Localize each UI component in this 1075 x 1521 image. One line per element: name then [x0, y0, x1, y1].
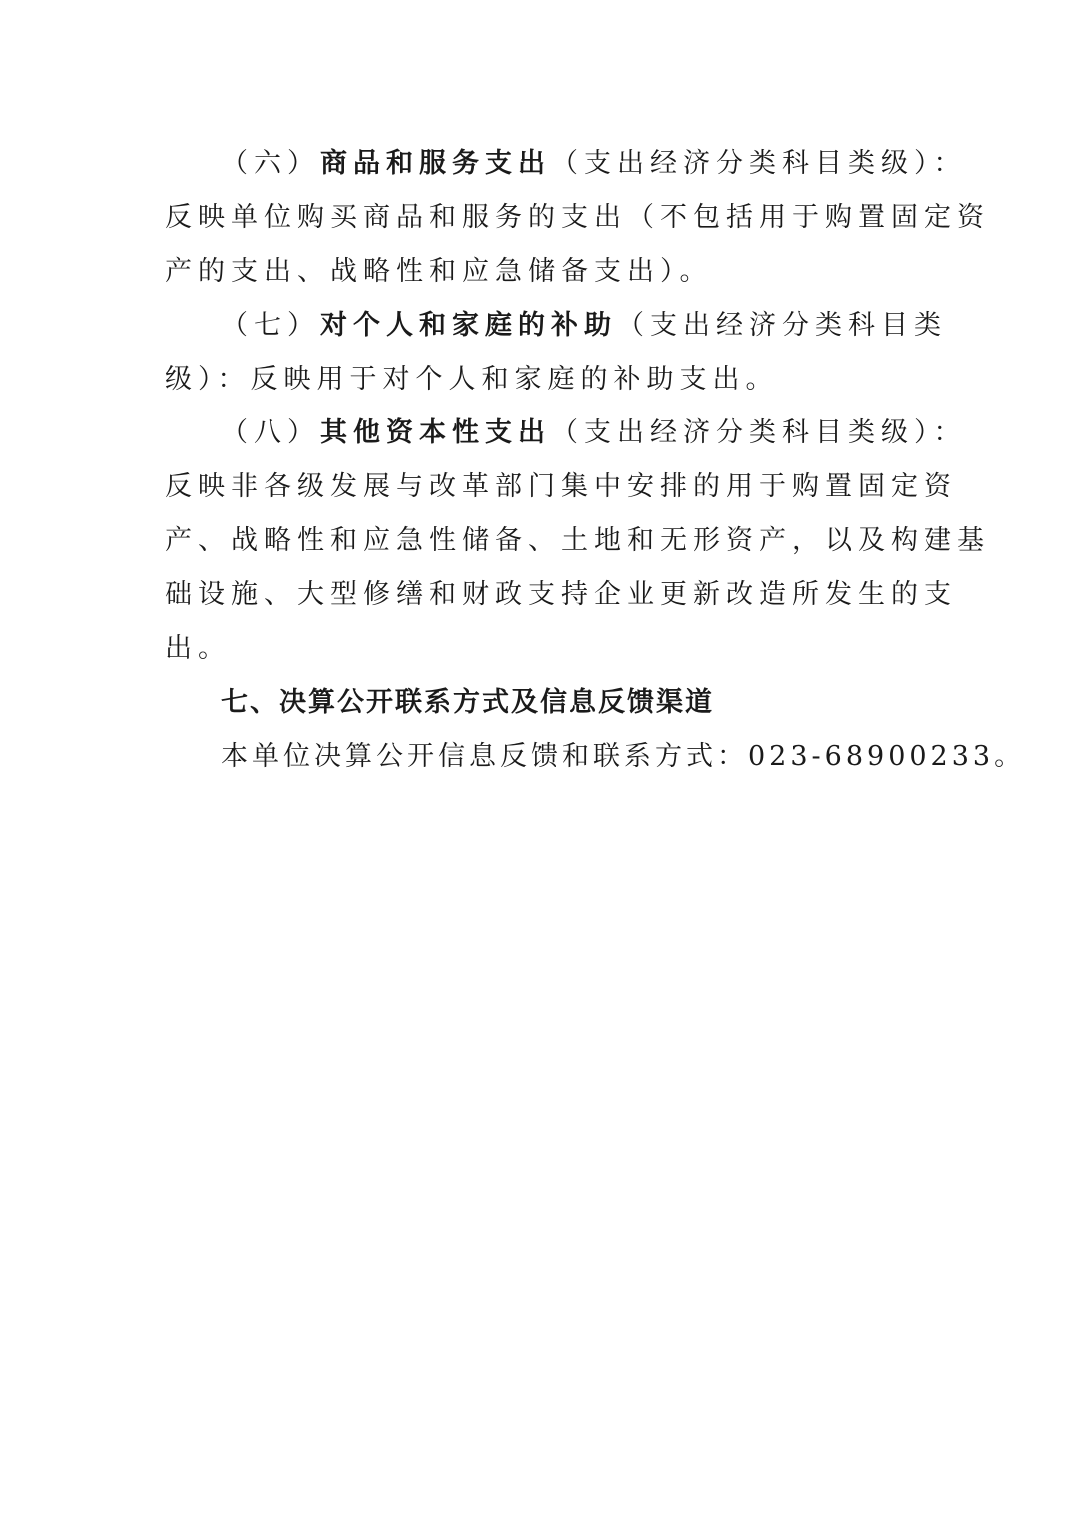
- item-6-suffix: （支出经济分类科目类级）：: [551, 148, 967, 179]
- item-7-first-line: [221, 308, 947, 344]
- item-6-line-2: 产的支出、战略性和应急储备支出）。: [165, 256, 713, 287]
- item-7-line-1: 级）：反映用于对个人和家庭的补助支出。: [165, 364, 779, 395]
- item-7-suffix: （支出经济分类科目类: [617, 310, 947, 341]
- item-6-prefix: （六）: [221, 148, 320, 179]
- item-6-first-line: [221, 146, 967, 182]
- item-6-line-1: 反映单位购买商品和服务的支出（不包括用于购置固定资: [165, 202, 990, 233]
- item-8-prefix: （八）: [221, 417, 320, 448]
- section-body: 本单位决算公开信息反馈和联系方式：023-68900233。: [221, 741, 1026, 772]
- item-8-title: 其他资本性支出: [320, 417, 551, 448]
- item-7-title: 对个人和家庭的补助: [320, 310, 617, 341]
- item-8-line-1: 反映非各级发展与改革部门集中安排的用于购置固定资: [165, 471, 957, 502]
- item-8-line-4: 出。: [165, 633, 231, 664]
- item-6-title: 商品和服务支出: [320, 148, 551, 179]
- item-7-prefix: （七）: [221, 310, 320, 341]
- item-8-line-2: 产、战略性和应急性储备、土地和无形资产，以及构建基: [165, 525, 990, 556]
- section-heading: 七、决算公开联系方式及信息反馈渠道: [221, 687, 714, 718]
- item-8-suffix: （支出经济分类科目类级）：: [551, 417, 967, 448]
- item-8-line-3: 础设施、大型修缮和财政支持企业更新改造所发生的支: [165, 579, 957, 610]
- item-8-first-line: [221, 415, 967, 451]
